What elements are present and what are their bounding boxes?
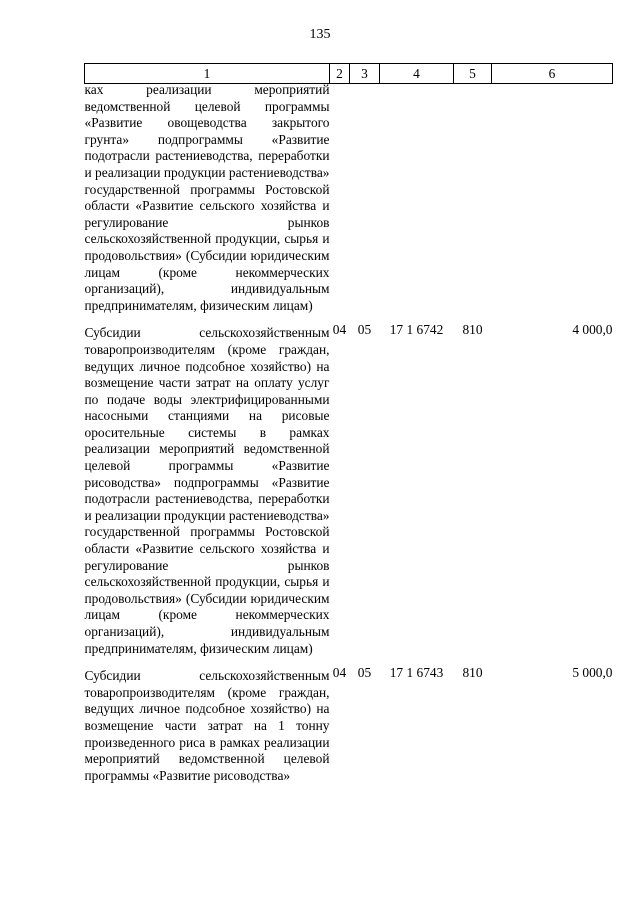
row-description-text: ках реализации мероприятий ведомственной целевой программы «Развитие овощеводства закрытого грунта» подпрограммы «Развитие подотрасли растениеводства, переработки и реализации продукции растениеводства» государственной программы Ростовской области «Развитие сельского хозяйства и регулирование рынков сельскохозяйственной продукции, сырья и продовольствия» (Субсидии юридическим лицам (кроме некоммерческих организаций), индивидуальным предпринимателям, физическим лицам) (84, 82, 330, 313)
row-description-text: Субсидии сельскохозяйственным товаропроизводителям (кроме граждан, ведущих личное подсобное хозяйство) на возмещение части затрат на оплату услуг по подаче воды электрифицированными насосными станциями на рисовые оросительные системы в рамках реализации мероприятий ведомственной целевой программы «Развитие рисоводства» подпрограммы «Развитие подотрасли растениеводства, переработки и реализации продукции растениеводства» государственной программы Ростовской области «Развитие сельского хозяйства и регулирование рынков сельскохозяйственной продукции, сырья и продовольствия» (Субсидии юридическим лицам (кроме некоммерческих организаций), индивидуальным предпринимателям, физическим лицам) (84, 325, 330, 656)
column-header-2: 2 (330, 64, 350, 84)
table-row (85, 322, 613, 657)
row-amount: 4 000,0 (572, 322, 613, 338)
row-expense-type (454, 84, 492, 315)
column-header-3: 3 (350, 64, 380, 84)
column-header-4: 4 (380, 64, 454, 84)
row-subsection-code: 05 (357, 665, 372, 681)
row-subsection-code (350, 84, 380, 315)
row-expense-type: 810 (462, 665, 483, 681)
row-section-code: 04 (332, 665, 347, 681)
row-section-code: 04 (332, 322, 347, 338)
row-expense-type: 810 (462, 322, 483, 338)
table-header-row (85, 64, 613, 84)
row-description (85, 322, 330, 657)
row-amount: 5 000,0 (572, 665, 613, 681)
row-target-code: 17 1 6742 (389, 322, 444, 338)
page-number: 135 (309, 27, 331, 42)
table-row (85, 665, 613, 784)
row-description (85, 665, 330, 784)
row-section-code (330, 84, 350, 315)
row-target-code (380, 84, 454, 315)
row-description-text: Субсидии сельскохозяйственным товаропроизводителям (кроме граждан, ведущих личное подсобное хозяйство) на возмещение части затрат на 1 тонну произведенного риса в рамках реализации мероприятий ведомственной целевой программы «Развитие рисоводства» (84, 668, 330, 783)
column-header-1: 1 (85, 64, 330, 84)
row-target-code: 17 1 6743 (389, 665, 444, 681)
row-subsection-code: 05 (357, 322, 372, 338)
column-header-6: 6 (492, 64, 613, 84)
table-row (85, 84, 613, 315)
column-header-5: 5 (454, 64, 492, 84)
row-description (85, 84, 330, 315)
row-amount (492, 84, 613, 315)
budget-table (84, 63, 613, 784)
